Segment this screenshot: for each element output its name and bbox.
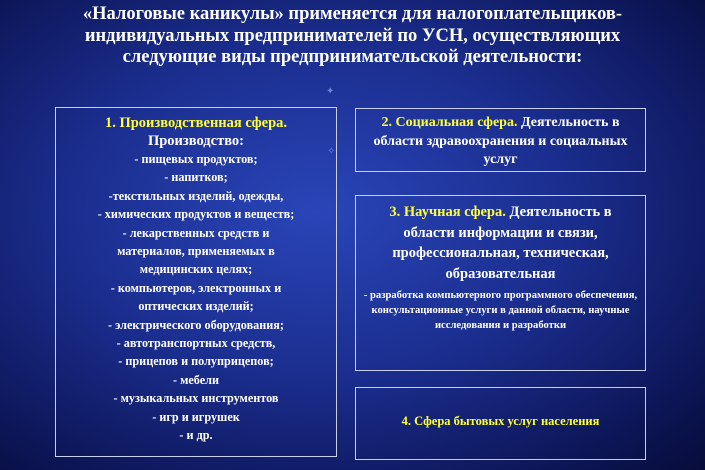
production-sphere-heading: 1. Производственная сфера. bbox=[104, 115, 288, 131]
science-sphere-text: Деятельность в области информации и связи, профессиональная, техническая, образовательная bbox=[392, 204, 612, 282]
list-item: - лекарственных средств и материалов, применяемых в медицинских целях; bbox=[117, 225, 275, 277]
production-sphere-box bbox=[55, 107, 337, 457]
social-sphere-box bbox=[355, 108, 646, 172]
list-item: - прицепов и полуприцепов; bbox=[118, 354, 274, 369]
science-sphere-details: - разработка компьютерного программного обеспечения, консультационные услуги в данной области, научные исследования и разработки bbox=[363, 290, 638, 331]
list-item: - пищевых продуктов; bbox=[134, 152, 258, 166]
slide-title: «Налоговые каникулы» применяется для налогоплательщиков- индивидуальных предпринимателей по УСН, осуществляющих следующие виды предпринимательской деятельности: bbox=[82, 4, 623, 67]
list-item: - музыкальных инструментов bbox=[113, 391, 279, 406]
list-item: - и др. bbox=[179, 428, 213, 443]
list-item: - компьютеров, электронных и оптических изделий; bbox=[110, 280, 282, 314]
science-sphere-box bbox=[355, 195, 646, 371]
social-sphere-heading: 2. Социальная сфера. bbox=[381, 115, 518, 130]
list-item: - электрического оборудования; bbox=[108, 317, 284, 332]
list-item: - химических продуктов и веществ; bbox=[97, 207, 295, 222]
sparkle-icon: ✧ bbox=[327, 146, 336, 157]
list-item: - игр и игрушек bbox=[152, 409, 240, 424]
production-subheading: Производство: bbox=[147, 133, 245, 149]
household-services-box bbox=[355, 387, 646, 460]
list-item: - напитков; bbox=[164, 170, 228, 185]
social-sphere-text: Деятельность в области здравоохранения и социальных услуг bbox=[373, 115, 628, 167]
household-services-heading: 4. Сфера бытовых услуг населения bbox=[401, 414, 600, 428]
list-item: - мебели bbox=[172, 372, 220, 387]
list-item: - автотранспортных средств, bbox=[116, 336, 276, 351]
list-item: -текстильных изделий, одежды, bbox=[108, 188, 284, 203]
sparkle-icon: ✦ bbox=[326, 86, 335, 97]
science-sphere-heading: 3. Научная сфера. bbox=[389, 204, 506, 220]
